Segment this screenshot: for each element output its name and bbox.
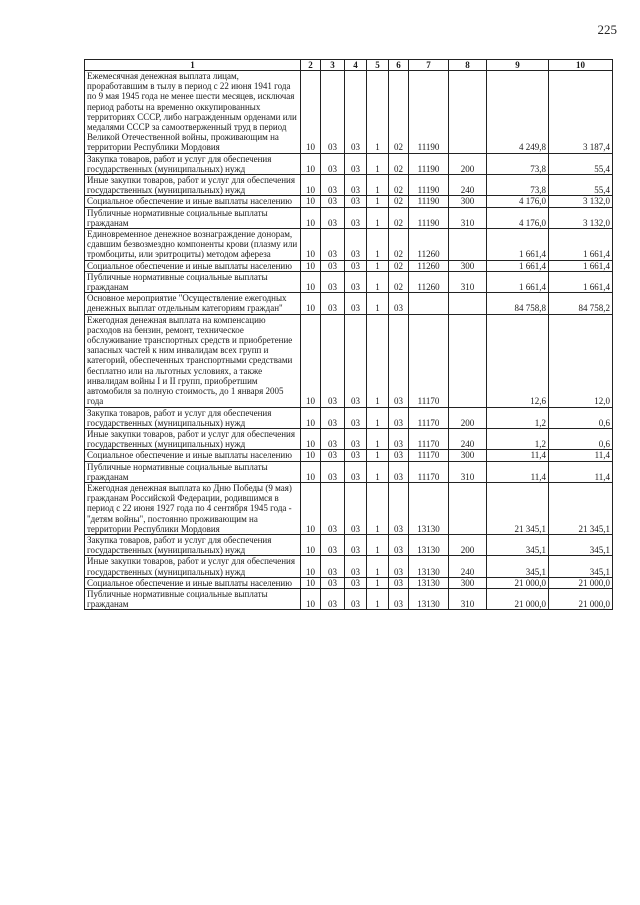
amount-year-2: 0,6 — [549, 407, 613, 428]
subprogram-code: 1 — [367, 450, 389, 461]
item-code: 11170 — [409, 407, 449, 428]
subprogram-code: 1 — [367, 577, 389, 588]
amount-year-2: 84 758,2 — [549, 293, 613, 314]
subsection-code: 03 — [321, 229, 345, 261]
program-code: 03 — [345, 207, 367, 228]
amount-year-1: 1 661,4 — [487, 260, 549, 271]
subprogram-code: 1 — [367, 428, 389, 449]
program-code: 03 — [345, 229, 367, 261]
amount-year-2: 1 661,4 — [549, 271, 613, 292]
column-header: 6 — [389, 60, 409, 71]
amount-year-2: 0,6 — [549, 428, 613, 449]
page-number: 225 — [597, 22, 617, 37]
expense-type-code: 200 — [449, 153, 487, 174]
budget-table — [84, 59, 613, 610]
expense-type-code — [449, 71, 487, 154]
amount-year-2: 3 187,4 — [549, 71, 613, 154]
expense-type-code — [449, 314, 487, 407]
table-row — [85, 175, 613, 196]
item-code: 11260 — [409, 229, 449, 261]
program-code: 03 — [345, 482, 367, 534]
amount-year-2: 3 132,0 — [549, 207, 613, 228]
subsection-code: 03 — [321, 556, 345, 577]
section-code: 10 — [301, 207, 321, 228]
program-code: 03 — [345, 407, 367, 428]
subprogram-code: 1 — [367, 588, 389, 609]
subsection-code: 03 — [321, 293, 345, 314]
item-code: 13130 — [409, 482, 449, 534]
table-row — [85, 260, 613, 271]
table-row — [85, 293, 613, 314]
program-code: 03 — [345, 293, 367, 314]
row-description: Иные закупки товаров, работ и услуг для обеспечения государственных (муниципальных) нужд — [85, 556, 301, 577]
program-code: 03 — [345, 450, 367, 461]
subprogram-code: 1 — [367, 71, 389, 154]
subprogram-code: 1 — [367, 461, 389, 482]
table-row — [85, 71, 613, 154]
item-code: 11260 — [409, 260, 449, 271]
subsection-code: 03 — [321, 461, 345, 482]
column-header: 4 — [345, 60, 367, 71]
subsection-code: 03 — [321, 588, 345, 609]
amount-year-1: 21 345,1 — [487, 482, 549, 534]
row-description: Публичные нормативные социальные выплаты гражданам — [85, 461, 301, 482]
program-code: 03 — [345, 153, 367, 174]
row-description: Социальное обеспечение и иные выплаты населению — [85, 450, 301, 461]
subsection-code: 03 — [321, 428, 345, 449]
activity-code: 03 — [389, 314, 409, 407]
subprogram-code: 1 — [367, 207, 389, 228]
section-code: 10 — [301, 153, 321, 174]
amount-year-1: 1,2 — [487, 407, 549, 428]
activity-code: 02 — [389, 153, 409, 174]
amount-year-2: 345,1 — [549, 534, 613, 555]
subprogram-code: 1 — [367, 196, 389, 207]
program-code: 03 — [345, 196, 367, 207]
amount-year-1: 345,1 — [487, 534, 549, 555]
table-row — [85, 577, 613, 588]
amount-year-2: 11,4 — [549, 450, 613, 461]
item-code: 13130 — [409, 577, 449, 588]
row-description: Публичные нормативные социальные выплаты гражданам — [85, 588, 301, 609]
row-description: Социальное обеспечение и иные выплаты населению — [85, 260, 301, 271]
row-description: Ежегодная денежная выплата ко Дню Победы (9 мая) гражданам Российской Федерации, родившимся в период с 22 июня 1927 года по 4 сентября 1945 года - "детям войны", постоянно проживающим на территории Республики Мордовия — [85, 482, 301, 534]
item-code: 13130 — [409, 534, 449, 555]
subprogram-code: 1 — [367, 229, 389, 261]
expense-type-code: 300 — [449, 577, 487, 588]
subprogram-code: 1 — [367, 556, 389, 577]
section-code: 10 — [301, 534, 321, 555]
amount-year-2: 21 345,1 — [549, 482, 613, 534]
amount-year-1: 11,4 — [487, 450, 549, 461]
item-code: 11170 — [409, 461, 449, 482]
item-code: 11170 — [409, 314, 449, 407]
row-description: Единовременное денежное вознаграждение донорам, сдавшим безвозмездно компоненты крови (плазму или тромбоциты, или эритроциты) методом афереза — [85, 229, 301, 261]
section-code: 10 — [301, 556, 321, 577]
subsection-code: 03 — [321, 196, 345, 207]
subsection-code: 03 — [321, 482, 345, 534]
activity-code: 03 — [389, 407, 409, 428]
section-code: 10 — [301, 71, 321, 154]
activity-code: 02 — [389, 196, 409, 207]
table-row — [85, 153, 613, 174]
section-code: 10 — [301, 577, 321, 588]
amount-year-2: 21 000,0 — [549, 588, 613, 609]
column-header: 7 — [409, 60, 449, 71]
column-header: 10 — [549, 60, 613, 71]
subsection-code: 03 — [321, 260, 345, 271]
activity-code: 02 — [389, 260, 409, 271]
activity-code: 02 — [389, 271, 409, 292]
section-code: 10 — [301, 271, 321, 292]
amount-year-1: 12,6 — [487, 314, 549, 407]
table-row — [85, 196, 613, 207]
expense-type-code: 310 — [449, 588, 487, 609]
amount-year-2: 3 132,0 — [549, 196, 613, 207]
subsection-code: 03 — [321, 407, 345, 428]
subprogram-code: 1 — [367, 407, 389, 428]
expense-type-code: 240 — [449, 556, 487, 577]
expense-type-code — [449, 293, 487, 314]
subprogram-code: 1 — [367, 153, 389, 174]
table-row — [85, 534, 613, 555]
row-description: Публичные нормативные социальные выплаты гражданам — [85, 207, 301, 228]
row-description: Публичные нормативные социальные выплаты гражданам — [85, 271, 301, 292]
activity-code: 03 — [389, 293, 409, 314]
subprogram-code: 1 — [367, 482, 389, 534]
amount-year-1: 1 661,4 — [487, 229, 549, 261]
table-row — [85, 207, 613, 228]
amount-year-1: 21 000,0 — [487, 588, 549, 609]
program-code: 03 — [345, 260, 367, 271]
section-code: 10 — [301, 407, 321, 428]
column-header: 1 — [85, 60, 301, 71]
header-row — [85, 60, 613, 71]
activity-code: 02 — [389, 175, 409, 196]
subsection-code: 03 — [321, 71, 345, 154]
activity-code: 03 — [389, 461, 409, 482]
subsection-code: 03 — [321, 153, 345, 174]
expense-type-code — [449, 482, 487, 534]
amount-year-2: 11,4 — [549, 461, 613, 482]
table-row — [85, 482, 613, 534]
subsection-code: 03 — [321, 175, 345, 196]
column-header: 2 — [301, 60, 321, 71]
column-header: 3 — [321, 60, 345, 71]
program-code: 03 — [345, 461, 367, 482]
amount-year-1: 21 000,0 — [487, 577, 549, 588]
column-header: 8 — [449, 60, 487, 71]
row-description: Основное мероприятие "Осуществление ежегодных денежных выплат отдельным категориям граждан" — [85, 293, 301, 314]
activity-code: 03 — [389, 577, 409, 588]
row-description: Закупка товаров, работ и услуг для обеспечения государственных (муниципальных) нужд — [85, 153, 301, 174]
row-description: Закупка товаров, работ и услуг для обеспечения государственных (муниципальных) нужд — [85, 407, 301, 428]
section-code: 10 — [301, 175, 321, 196]
subprogram-code: 1 — [367, 534, 389, 555]
activity-code: 02 — [389, 71, 409, 154]
program-code: 03 — [345, 175, 367, 196]
subprogram-code: 1 — [367, 175, 389, 196]
row-description: Социальное обеспечение и иные выплаты населению — [85, 577, 301, 588]
table-row — [85, 314, 613, 407]
table-row — [85, 450, 613, 461]
expense-type-code: 200 — [449, 534, 487, 555]
column-header: 5 — [367, 60, 389, 71]
expense-type-code: 200 — [449, 407, 487, 428]
expense-type-code: 310 — [449, 461, 487, 482]
row-description: Закупка товаров, работ и услуг для обеспечения государственных (муниципальных) нужд — [85, 534, 301, 555]
subsection-code: 03 — [321, 534, 345, 555]
subprogram-code: 1 — [367, 260, 389, 271]
table-row — [85, 428, 613, 449]
expense-type-code: 300 — [449, 196, 487, 207]
subsection-code: 03 — [321, 207, 345, 228]
table-row — [85, 461, 613, 482]
expense-type-code: 240 — [449, 428, 487, 449]
row-description: Ежегодная денежная выплата на компенсацию расходов на бензин, ремонт, техническое обслуживание транспортных средств и приобретение запасных частей к ним инвалидам всех групп и категорий, обеспеченных транспортными средствами бесплатно или на льготных условиях, а также инвалидам войны I и II групп, приобретшим автомобиля за полную стоимость, до 1 января 2005 года — [85, 314, 301, 407]
program-code: 03 — [345, 588, 367, 609]
program-code: 03 — [345, 428, 367, 449]
program-code: 03 — [345, 314, 367, 407]
program-code: 03 — [345, 271, 367, 292]
section-code: 10 — [301, 229, 321, 261]
subsection-code: 03 — [321, 577, 345, 588]
amount-year-1: 84 758,8 — [487, 293, 549, 314]
amount-year-1: 4 176,0 — [487, 207, 549, 228]
expense-type-code — [449, 229, 487, 261]
expense-type-code: 300 — [449, 450, 487, 461]
item-code: 11170 — [409, 450, 449, 461]
item-code: 13130 — [409, 556, 449, 577]
section-code: 10 — [301, 450, 321, 461]
activity-code: 03 — [389, 450, 409, 461]
amount-year-1: 4 249,8 — [487, 71, 549, 154]
program-code: 03 — [345, 534, 367, 555]
table-row — [85, 229, 613, 261]
activity-code: 02 — [389, 229, 409, 261]
expense-type-code: 300 — [449, 260, 487, 271]
item-code: 11190 — [409, 175, 449, 196]
amount-year-2: 345,1 — [549, 556, 613, 577]
amount-year-2: 1 661,4 — [549, 229, 613, 261]
column-header: 9 — [487, 60, 549, 71]
amount-year-2: 12,0 — [549, 314, 613, 407]
amount-year-1: 345,1 — [487, 556, 549, 577]
amount-year-2: 1 661,4 — [549, 260, 613, 271]
expense-type-code: 240 — [449, 175, 487, 196]
activity-code: 03 — [389, 482, 409, 534]
subprogram-code: 1 — [367, 271, 389, 292]
item-code: 11190 — [409, 196, 449, 207]
amount-year-1: 1 661,4 — [487, 271, 549, 292]
row-description: Социальное обеспечение и иные выплаты населению — [85, 196, 301, 207]
section-code: 10 — [301, 196, 321, 207]
subsection-code: 03 — [321, 271, 345, 292]
program-code: 03 — [345, 71, 367, 154]
section-code: 10 — [301, 260, 321, 271]
section-code: 10 — [301, 461, 321, 482]
table-row — [85, 407, 613, 428]
program-code: 03 — [345, 577, 367, 588]
subsection-code: 03 — [321, 314, 345, 407]
amount-year-1: 73,8 — [487, 153, 549, 174]
row-description: Иные закупки товаров, работ и услуг для обеспечения государственных (муниципальных) нужд — [85, 175, 301, 196]
section-code: 10 — [301, 482, 321, 534]
item-code: 11190 — [409, 153, 449, 174]
table-row — [85, 271, 613, 292]
item-code: 11170 — [409, 428, 449, 449]
activity-code: 03 — [389, 534, 409, 555]
section-code: 10 — [301, 314, 321, 407]
section-code: 10 — [301, 588, 321, 609]
section-code: 10 — [301, 293, 321, 314]
activity-code: 03 — [389, 588, 409, 609]
item-code — [409, 293, 449, 314]
activity-code: 02 — [389, 207, 409, 228]
amount-year-2: 21 000,0 — [549, 577, 613, 588]
section-code: 10 — [301, 428, 321, 449]
expense-type-code: 310 — [449, 271, 487, 292]
amount-year-1: 4 176,0 — [487, 196, 549, 207]
program-code: 03 — [345, 556, 367, 577]
item-code: 13130 — [409, 588, 449, 609]
amount-year-2: 55,4 — [549, 175, 613, 196]
row-description: Ежемесячная денежная выплата лицам, проработавшим в тылу в период с 22 июня 1941 года по 9 мая 1945 года не менее шести месяцев, исключая период работы на временно оккупированных территориях СССР, либо награжденным орденами или медалями СССР за самоотверженный труд в период Великой Отечественной войны, проживающим на территории Республики Мордовия — [85, 71, 301, 154]
subprogram-code: 1 — [367, 293, 389, 314]
table-row — [85, 588, 613, 609]
item-code: 11260 — [409, 271, 449, 292]
activity-code: 03 — [389, 428, 409, 449]
subsection-code: 03 — [321, 450, 345, 461]
row-description: Иные закупки товаров, работ и услуг для обеспечения государственных (муниципальных) нужд — [85, 428, 301, 449]
table-body — [85, 71, 613, 610]
item-code: 11190 — [409, 71, 449, 154]
table-row — [85, 556, 613, 577]
expense-type-code: 310 — [449, 207, 487, 228]
amount-year-1: 11,4 — [487, 461, 549, 482]
subprogram-code: 1 — [367, 314, 389, 407]
amount-year-2: 55,4 — [549, 153, 613, 174]
amount-year-1: 1,2 — [487, 428, 549, 449]
activity-code: 03 — [389, 556, 409, 577]
item-code: 11190 — [409, 207, 449, 228]
amount-year-1: 73,8 — [487, 175, 549, 196]
